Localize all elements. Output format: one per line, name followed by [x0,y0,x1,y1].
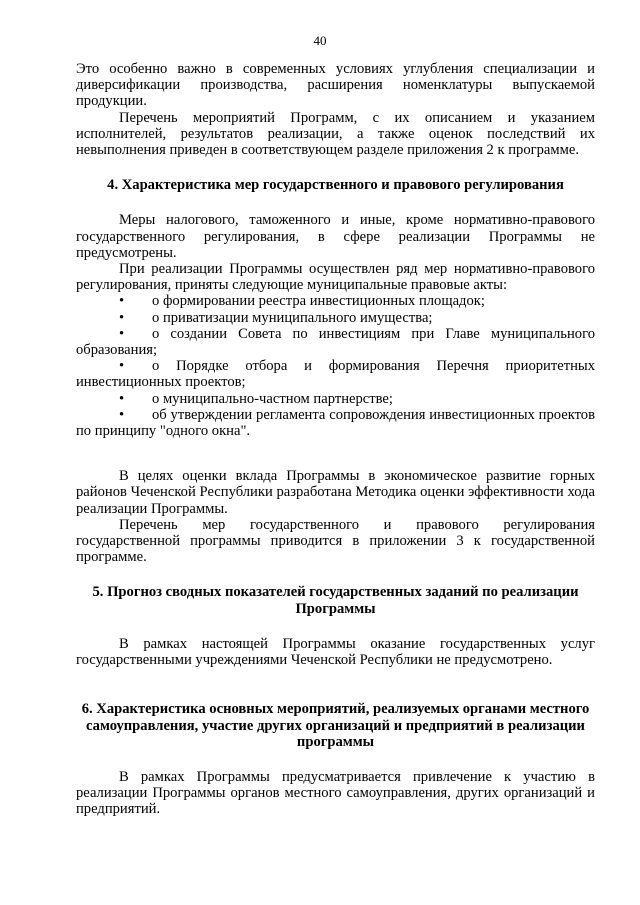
bullet-icon: • [119,406,125,423]
section-5-heading: 5. Прогноз сводных показателей государственных заданий по реализации Программы [92,584,579,617]
bullet-icon: • [119,309,125,326]
list-item [76,293,595,309]
paragraph: Меры налогового, таможенного и иные, кроме нормативно-правового государственного регулирования, в сфере реализации Программы не предусмотрены. [76,212,595,261]
list-item-text: об утверждении регламента сопровождения инвестиционных проектов по принципу "одного окна". [76,406,595,440]
paragraph: При реализации Программы осуществлен ряд мер нормативно-правового регулирования, приняты следующие муниципальные правовые акты: [76,261,595,294]
list-item [76,391,595,407]
bullet-icon: • [119,390,125,407]
bullet-icon: • [119,293,125,310]
list-item-text: о создании Совета по инвестициям при Главе муниципального образования; [76,325,595,359]
bullet-icon: • [119,325,125,342]
list-item [76,326,595,358]
paragraph: В целях оценки вклада Программы в экономическое развитие горных районов Чеченской Республики разработана Методика оценки эффективности хода реализации Программы. [76,468,595,517]
paragraph: В рамках Программы предусматривается привлечение к участию в реализации Программы органов местного самоуправления, других организаций и предприятий. [76,768,595,818]
paragraph: Это особенно важно в современных условиях углубления специализации и диверсификации производства, расширения номенклатуры выпускаемой продукции. [76,61,595,110]
list-item [76,310,595,326]
paragraph: Перечень мероприятий Программ, с их описанием и указанием исполнителей, результатов реализации, а также оценок последствий их невыполнения приведен в соответствующем разделе приложения 2 к программе. [76,109,595,159]
section-4-heading: 4. Характеристика мер государственного и правового регулирования [107,177,564,194]
list-item-text: о Порядке отбора и формирования Перечня приоритетных инвестиционных проектов; [76,358,595,391]
section-6-heading: 6. Характеристика основных мероприятий, реализуемых органами местного самоуправления, участие других организаций и предприятий в реализации программы [81,701,590,750]
list-item-text: о формировании реестра инвестиционных площадок; [152,293,485,310]
paragraph: В рамках настоящей Программы оказание государственных услуг государственными учреждениями Чеченской Республики не предусмотрено. [76,635,595,669]
document-body [76,61,595,818]
list-item [76,407,595,439]
spacer [76,439,595,468]
list-item [76,358,595,390]
paragraph: Перечень мер государственного и правового регулирования государственной программы приводится в приложении 3 к государственной программе. [76,516,595,566]
page-number: 40 [313,33,327,48]
list-item-text: о муниципально-частном партнерстве; [152,390,393,407]
list-item-text: о приватизации муниципального имущества; [152,309,433,326]
bullet-icon: • [119,358,125,375]
